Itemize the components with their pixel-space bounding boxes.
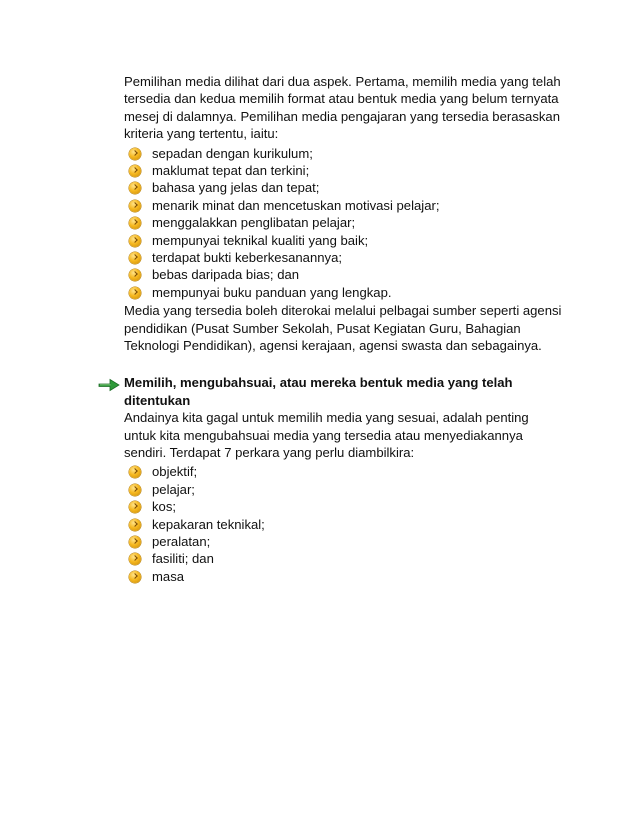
list-item: maklumat tepat dan terkini; — [124, 162, 564, 179]
section-paragraph: Andainya kita gagal untuk memilih media yang sesuai, adalah penting untuk kita mengubahsuai media yang tersedia atau menyediakannya sendiri. Terdapat 7 perkara yang perlu diambilkira: — [124, 410, 529, 460]
orange-bullet-icon — [129, 519, 141, 531]
list-item: peralatan; — [124, 533, 564, 550]
orange-bullet-icon — [129, 252, 141, 264]
intro-paragraph: Pemilihan media dilihat dari dua aspek. Pertama, memilih media yang telah tersedia dan kedua memilih format atau bentuk media yang belum ternyata mesej di dalamnya. Pemilihan media pengajaran yang tersedia berasaskan kriteria yang tertentu, iaitu: — [124, 74, 561, 142]
orange-bullet-icon — [129, 269, 141, 281]
list-item: pelajar; — [124, 481, 564, 498]
considerations-list — [124, 463, 564, 585]
list-item: objektif; — [124, 463, 564, 480]
list-item: fasiliti; dan — [124, 550, 564, 567]
section-title: Memilih, mengubahsuai, atau mereka bentuk media yang telah ditentukan — [124, 375, 513, 408]
document-page — [124, 73, 564, 585]
orange-bullet-icon — [129, 200, 141, 212]
list-item: mempunyai teknikal kualiti yang baik; — [124, 232, 564, 249]
list-item: masa — [124, 568, 564, 585]
green-arrow-icon — [98, 378, 120, 392]
orange-bullet-icon — [129, 165, 141, 177]
list-item: menggalakkan penglibatan pelajar; — [124, 214, 564, 231]
list-item: kos; — [124, 498, 564, 515]
orange-bullet-icon — [129, 287, 141, 299]
list-item: kepakaran teknikal; — [124, 516, 564, 533]
list-item: bebas daripada bias; dan — [124, 266, 564, 283]
orange-bullet-icon — [129, 484, 141, 496]
criteria-list — [124, 145, 564, 302]
list-item: menarik minat dan mencetuskan motivasi pelajar; — [124, 197, 564, 214]
orange-bullet-icon — [129, 536, 141, 548]
list-item: sepadan dengan kurikulum; — [124, 145, 564, 162]
orange-bullet-icon — [129, 182, 141, 194]
orange-bullet-icon — [129, 235, 141, 247]
modify-media-section — [124, 374, 564, 585]
orange-bullet-icon — [129, 217, 141, 229]
orange-bullet-icon — [129, 571, 141, 583]
list-item: terdapat bukti keberkesanannya; — [124, 249, 564, 266]
list-item: bahasa yang jelas dan tepat; — [124, 179, 564, 196]
orange-bullet-icon — [129, 466, 141, 478]
orange-bullet-icon — [129, 501, 141, 513]
sources-paragraph: Media yang tersedia boleh diterokai melalui pelbagai sumber seperti agensi pendidikan (Pusat Sumber Sekolah, Pusat Kegiatan Guru, Bahagian Teknologi Pendidikan), agensi kerajaan, agensi swasta dan sebagainya. — [124, 303, 562, 353]
orange-bullet-icon — [129, 148, 141, 160]
orange-bullet-icon — [129, 553, 141, 565]
list-item: mempunyai buku panduan yang lengkap. — [124, 284, 564, 301]
